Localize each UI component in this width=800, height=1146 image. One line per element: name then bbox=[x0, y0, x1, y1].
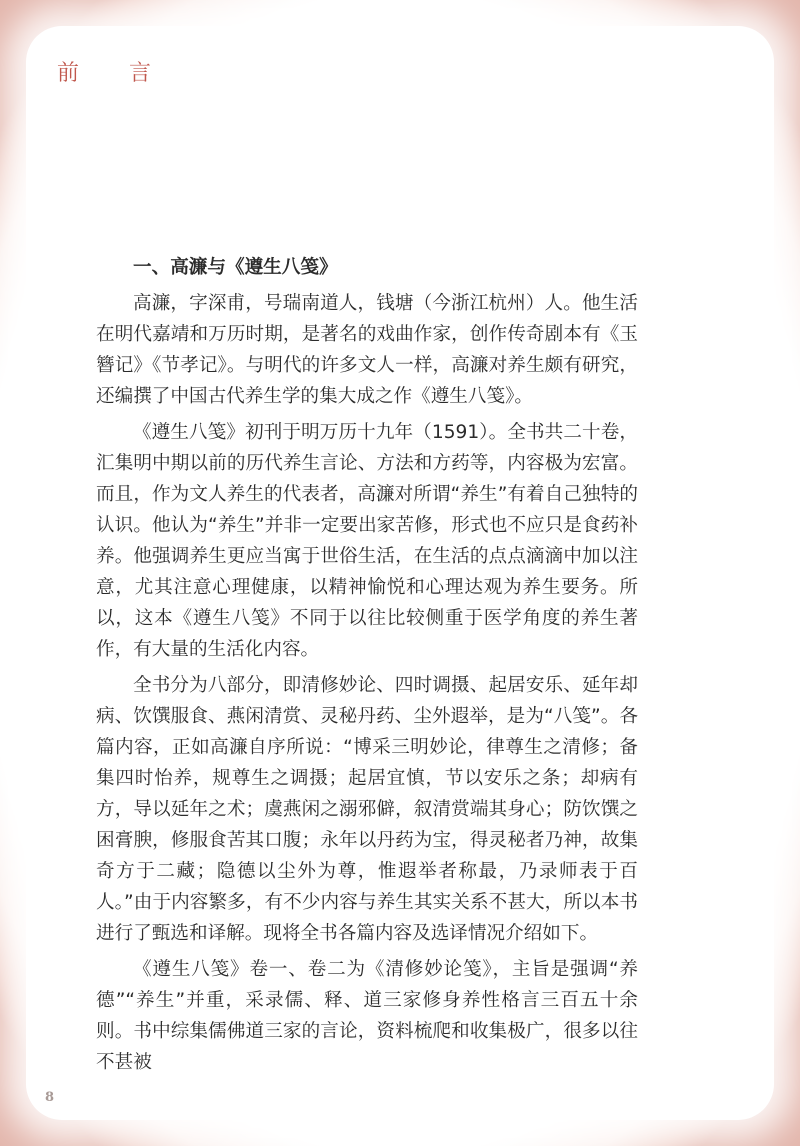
article-heading: 一、高濂与《遵生八笺》 bbox=[133, 257, 338, 278]
paragraph-author: 高濂，字深甫，号瑞南道人，钱塘（今浙江杭州）人。他生活在明代嘉靖和万历时期，是著名的戏曲作家，创作传奇剧本有《玉簪记》《节孝记》。与明代的许多文人一样，高濂对养生颇有研究，还编撰了中国古代养生学的集大成之作《遵生八笺》。 bbox=[96, 293, 638, 407]
page-number: 8 bbox=[45, 1090, 55, 1105]
paragraph-book-overview: 《遵生八笺》初刊于明万历十九年（1591）。全书共二十卷，汇集明中期以前的历代养生言论、方法和方药等，内容极为宏富。而且，作为文人养生的代表者，高濂对所谓“养生”有着自己独特的认识。他认为“养生”并非一定要出家苦修，形式也不应只是食药补养。他强调养生更应当寓于世俗生活，在生活的点点滴滴中加以注意，尤其注意心理健康，以精神愉悦和心理达观为养生要务。所以，这本《遵生八笺》不同于以往比较侧重于医学角度的养生著作，有大量的生活化内容。 bbox=[96, 422, 638, 660]
section-title: 前 言 bbox=[57, 61, 166, 86]
article-body bbox=[96, 252, 638, 1083]
paragraph-volume-one: 《遵生八笺》卷一、卷二为《清修妙论笺》，主旨是强调“养德”“养生”并重，采录儒、释、道三家修身养性格言三百五十余则。书中综集儒佛道三家的言论，资料梳爬和收集极广，很多以往不甚被 bbox=[96, 959, 638, 1073]
paragraph-eight-parts: 全书分为八部分，即清修妙论、四时调摄、起居安乐、延年却病、饮馔服食、燕闲清赏、灵秘丹药、尘外遐举，是为“八笺”。各篇内容，正如高濂自序所说：“博采三明妙论，律尊生之清修；备集四时怡养，规尊生之调摄；起居宜慎，节以安乐之条；却病有方，导以延年之术；虞燕闲之溺邪僻，叙清赏端其身心；防饮馔之困膏腴，修服食苦其口腹；永年以丹药为宝，得灵秘者乃神，故集奇方于二藏；隐德以尘外为尊，惟遐举者称最，乃录师表于百人。”由于内容繁多，有不少内容与养生其实关系不甚大，所以本书进行了甄选和译解。现将全书各篇内容及选译情况介绍如下。 bbox=[96, 675, 638, 944]
